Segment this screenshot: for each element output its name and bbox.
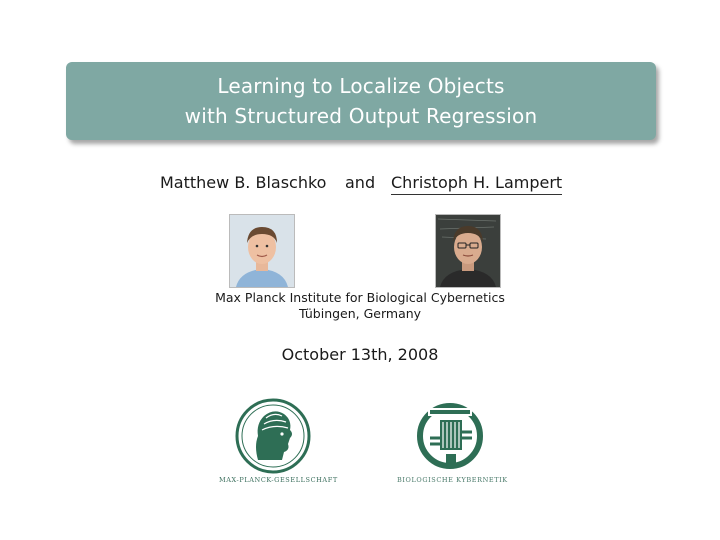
title-line-2: with Structured Output Regression — [184, 104, 538, 128]
institute-location: Tübingen, Germany — [298, 306, 422, 321]
author-blaschko: Matthew B. Blaschko — [160, 173, 327, 192]
title-box — [66, 62, 656, 140]
biologische-kybernetik-logo — [400, 398, 500, 488]
author-conjunction: and — [345, 173, 376, 192]
photo-blaschko — [229, 214, 295, 288]
author-lampert: Christoph H. Lampert — [391, 173, 562, 195]
biologische-kybernetik-logo-caption: BIOLOGISCHE KYBERNETIK — [397, 476, 508, 484]
institute-name: Max Planck Institute for Biological Cybernetics — [215, 290, 505, 305]
max-planck-logo-caption: MAX-PLANCK-GESELLSCHAFT — [219, 476, 338, 484]
presentation-date: October 13th, 2008 — [281, 345, 439, 364]
max-planck-logo — [228, 398, 318, 488]
institute-block — [0, 290, 720, 322]
authors-row — [0, 173, 720, 197]
photo-lampert — [435, 214, 501, 288]
title-line-1: Learning to Localize Objects — [217, 74, 505, 98]
